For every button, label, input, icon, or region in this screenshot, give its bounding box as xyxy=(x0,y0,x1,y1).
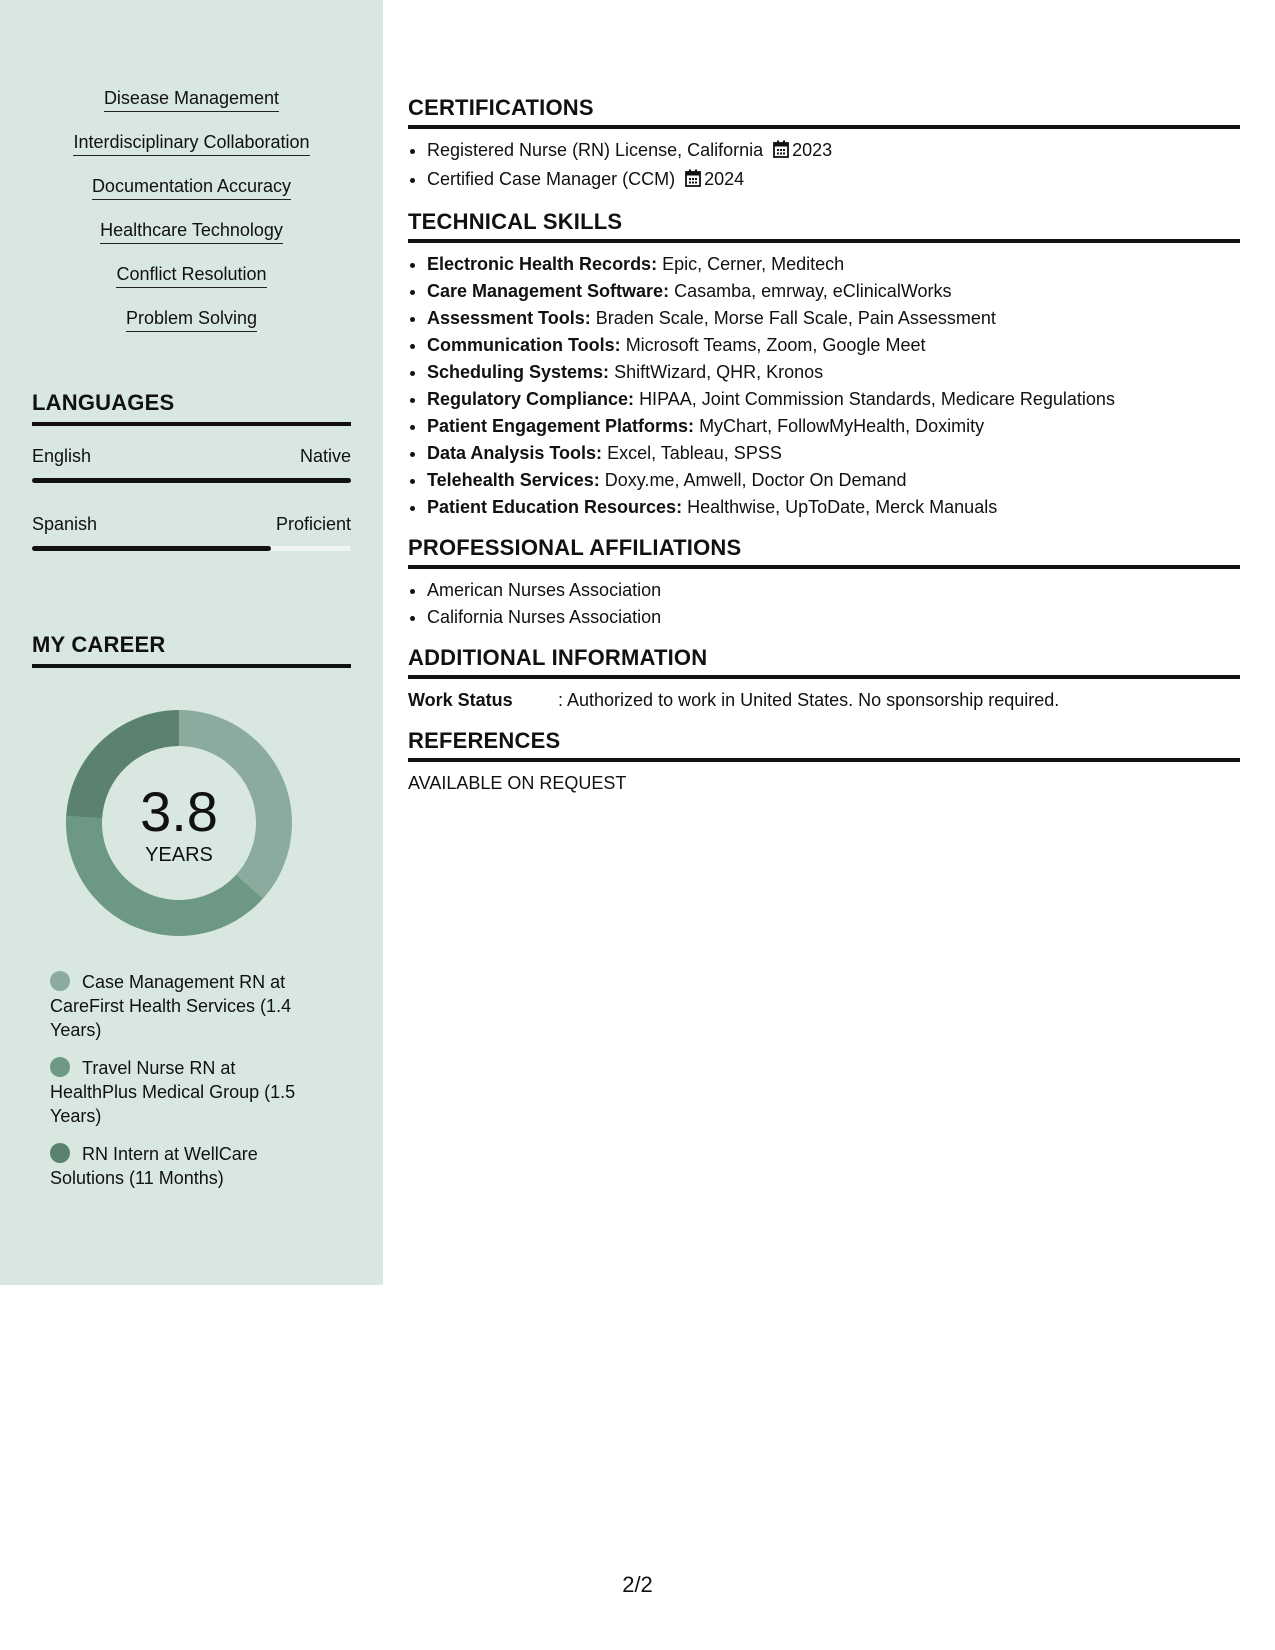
tech-skill-item xyxy=(427,251,1240,278)
career-section xyxy=(32,632,351,668)
career-legend xyxy=(50,970,320,1204)
tech-skill-value: Braden Scale, Morse Fall Scale, Pain Assessment xyxy=(595,308,996,328)
tech-skill-item xyxy=(427,332,1240,359)
language-level: Proficient xyxy=(275,514,351,534)
tech-skill-value: Epic, Cerner, Meditech xyxy=(662,254,845,274)
certification-year: 2023 xyxy=(792,140,833,160)
tech-skill-item xyxy=(427,494,1240,521)
career-total-unit: YEARS xyxy=(145,844,213,866)
career-total-value: 3.8 xyxy=(140,780,218,843)
tech-skill-item xyxy=(427,359,1240,386)
legend-dot-icon xyxy=(50,971,70,991)
tech-skill-label: Data Analysis Tools: xyxy=(427,443,603,463)
certification-name: Certified Case Manager (CCM) xyxy=(427,169,676,189)
tech-skill-value: Casamba, emrway, eClinicalWorks xyxy=(674,281,952,301)
language-name: Spanish xyxy=(32,514,98,534)
career-donut xyxy=(66,710,292,936)
tech-skill-label: Communication Tools: xyxy=(427,335,621,355)
work-status-label: Work Status xyxy=(408,690,513,710)
affiliation-item: • American Nurses Association xyxy=(427,577,1240,604)
language-bar-fill xyxy=(32,546,271,551)
language-name: English xyxy=(32,446,92,466)
career-legend-item xyxy=(50,970,320,1042)
tech-skill-label: Electronic Health Records: xyxy=(427,254,658,274)
skills-list xyxy=(0,86,383,350)
language-bar xyxy=(32,478,351,483)
certification-item xyxy=(427,166,1240,195)
references-title: REFERENCES xyxy=(408,728,1240,762)
tech-skill-item xyxy=(427,278,1240,305)
language-row xyxy=(32,446,351,494)
sidebar xyxy=(0,0,383,1285)
tech-skill-label: Patient Education Resources: xyxy=(427,497,683,517)
language-row xyxy=(32,514,351,562)
tech-skill-label: Regulatory Compliance: xyxy=(427,389,635,409)
certifications-title: CERTIFICATIONS xyxy=(408,95,1240,129)
tech-skill-value: ShiftWizard, QHR, Kronos xyxy=(614,362,824,382)
skill-item: Interdisciplinary Collaboration xyxy=(73,130,309,156)
tech-skill-value: Excel, Tableau, SPSS xyxy=(607,443,782,463)
skill-item: Conflict Resolution xyxy=(116,262,266,288)
career-legend-item xyxy=(50,1142,320,1190)
career-legend-item xyxy=(50,1056,320,1128)
career-legend-text: Case Management RN at CareFirst Health Services (1.4 Years) xyxy=(50,972,292,1040)
work-status-value: : Authorized to work in United States. No sponsorship required. xyxy=(558,690,1060,710)
tech-skill-value: HIPAA, Joint Commission Standards, Medicare Regulations xyxy=(639,389,1115,409)
tech-skill-value: Healthwise, UpToDate, Merck Manuals xyxy=(687,497,998,517)
certification-year: 2024 xyxy=(704,169,745,189)
career-legend-text: RN Intern at WellCare Solutions (11 Months) xyxy=(50,1144,258,1188)
references-text: AVAILABLE ON REQUEST xyxy=(408,773,627,793)
tech-skill-label: Care Management Software: xyxy=(427,281,670,301)
certification-item xyxy=(427,137,1240,166)
calendar-icon xyxy=(685,168,701,195)
skill-item: Problem Solving xyxy=(126,306,257,332)
skill-item: Documentation Accuracy xyxy=(92,174,291,200)
language-level: Native xyxy=(299,446,351,466)
tech-skill-value: Doxy.me, Amwell, Doctor On Demand xyxy=(604,470,907,490)
tech-skill-item xyxy=(427,467,1240,494)
tech-skill-label: Assessment Tools: xyxy=(427,308,591,328)
skill-item: Healthcare Technology xyxy=(100,218,283,244)
tech-skill-value: Microsoft Teams, Zoom, Google Meet xyxy=(625,335,926,355)
affiliations-title: PROFESSIONAL AFFILIATIONS xyxy=(408,535,1240,569)
technical-skills-title: TECHNICAL SKILLS xyxy=(408,209,1240,243)
language-bar-fill xyxy=(32,478,351,483)
language-bar xyxy=(32,546,351,551)
legend-dot-icon xyxy=(50,1057,70,1077)
main-content xyxy=(408,95,1240,811)
tech-skill-item xyxy=(427,386,1240,413)
tech-skill-item xyxy=(427,305,1240,332)
certification-name: Registered Nurse (RN) License, California xyxy=(427,140,764,160)
certifications-section xyxy=(408,95,1240,195)
tech-skill-label: Telehealth Services: xyxy=(427,470,600,490)
page-number: 2/2 xyxy=(622,1572,653,1597)
tech-skill-item xyxy=(427,440,1240,467)
technical-skills-section xyxy=(408,209,1240,521)
additional-info-title: ADDITIONAL INFORMATION xyxy=(408,645,1240,679)
tech-skill-item xyxy=(427,413,1240,440)
additional-info-section xyxy=(408,645,1240,714)
tech-skill-value: MyChart, FollowMyHealth, Doximity xyxy=(699,416,985,436)
work-status-row xyxy=(408,687,1240,714)
languages-title: LANGUAGES xyxy=(32,390,351,426)
career-legend-text: Travel Nurse RN at HealthPlus Medical Group (1.5 Years) xyxy=(50,1058,296,1126)
legend-dot-icon xyxy=(50,1143,70,1163)
languages-section xyxy=(32,390,351,562)
affiliations-section xyxy=(408,535,1240,631)
career-title: MY CAREER xyxy=(32,632,351,668)
skill-item: Disease Management xyxy=(104,86,279,112)
tech-skill-label: Scheduling Systems: xyxy=(427,362,610,382)
references-section xyxy=(408,728,1240,797)
calendar-icon xyxy=(773,139,789,166)
tech-skill-label: Patient Engagement Platforms: xyxy=(427,416,695,436)
affiliation-item: • California Nurses Association xyxy=(427,604,1240,631)
